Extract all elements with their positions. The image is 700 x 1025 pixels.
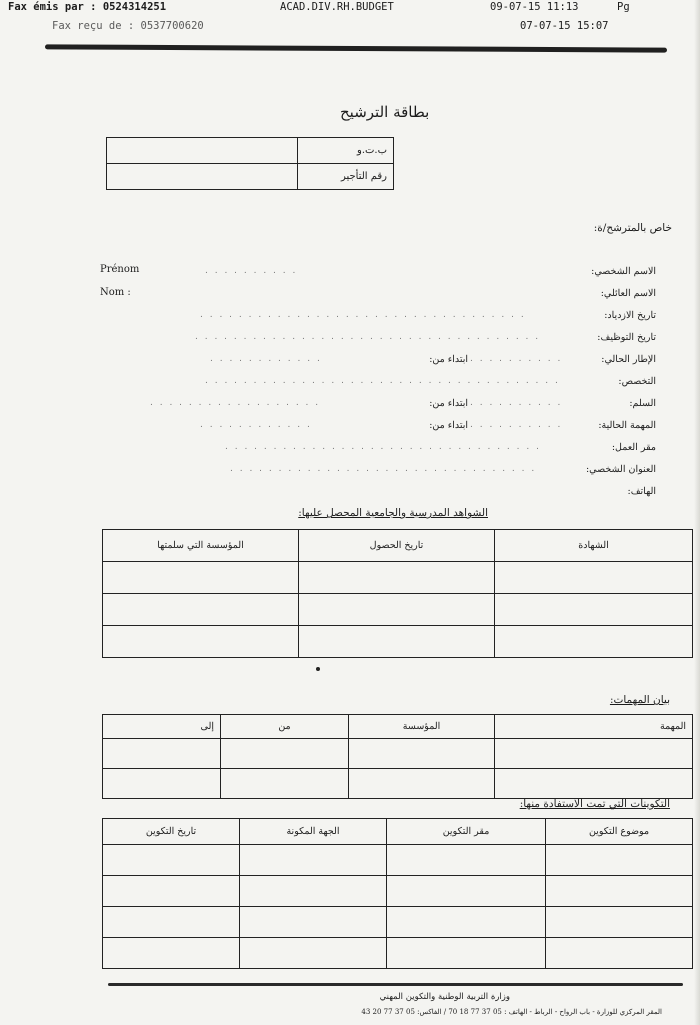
- footer-address: المقر المركزي للوزارة - باب الرواح - الرباط - الهاتف : 05 37 77 18 70 / الفاكس: 05 37 77 20 43: [361, 1008, 662, 1016]
- fax-receiver: Fax reçu de : 0537700620: [52, 20, 204, 32]
- fill-dots: . . . . . . . . . .: [470, 398, 563, 408]
- fax-page: Pg: [617, 1, 630, 13]
- fax-sender: Fax émis par : 0524314251: [8, 1, 167, 13]
- field-label-current-grade: الإطار الحالي:: [601, 354, 656, 365]
- trainings-section-title: التكوينات التي تمت الاستفادة منها:: [519, 798, 670, 810]
- page-title: بطاقة الترشيح: [340, 103, 430, 121]
- jobs-header-role: المهمة: [495, 715, 693, 739]
- table-row: [103, 907, 693, 938]
- prenom-label: Prénom: [100, 264, 140, 275]
- fill-dots: . . . . . . . . . . . . . . . . . . . . . . . . . . . . . . . .: [230, 464, 537, 474]
- since-label-scale: ابتداء من:: [429, 398, 468, 409]
- fill-dots: . . . . . . . . . .: [470, 420, 563, 430]
- id-box: [106, 137, 394, 190]
- diplomas-section-title: الشواهد المدرسية والجامعية المحصل عليها:: [298, 507, 488, 519]
- fill-dots: . . . . . . . . . .: [470, 354, 563, 364]
- fill-dots: . . . . . . . . . .: [205, 266, 298, 276]
- field-label-address: العنوان الشخصي:: [585, 464, 656, 475]
- fill-dots: . . . . . . . . . . . .: [210, 354, 322, 364]
- fill-dots: . . . . . . . . . . . . . . . . . . . . . . . . . . . . . . . . . .: [200, 310, 526, 320]
- nom-label: Nom :: [100, 287, 131, 298]
- since-label-grade: ابتداء من:: [429, 354, 468, 365]
- diplomas-header-date: تاريخ الحصول: [299, 530, 495, 562]
- diplomas-header-diploma: الشهادة: [495, 530, 693, 562]
- trainings-header-provider: الجهة المكونة: [240, 819, 387, 845]
- trainings-header-location: مقر التكوين: [387, 819, 546, 845]
- id-box-label-1: ب.ت.و: [298, 138, 394, 164]
- id-box-value-1: [107, 138, 298, 164]
- fill-dots: . . . . . . . . . . . . . . . . . . . . . . . . . . . . . . . . . . . . .: [205, 376, 560, 386]
- table-row: [103, 769, 693, 799]
- field-label-phone: الهاتف:: [627, 486, 656, 497]
- jobs-header-from: من: [221, 715, 349, 739]
- fill-dots: . . . . . . . . . . . . . . . . . . . . . . . . . . . . . . . . . . . .: [195, 332, 541, 342]
- table-row: [103, 739, 693, 769]
- footer-rule: [108, 983, 683, 986]
- fax-date-received: 07-07-15 15:07: [520, 20, 609, 32]
- jobs-table: [102, 714, 693, 799]
- footer-ministry: وزارة التربية الوطنية والتكوين المهني: [379, 992, 510, 1002]
- trainings-table: [102, 818, 693, 969]
- id-box-label-2: رقم التأجير: [298, 164, 394, 190]
- jobs-section-title: بيان المهمات:: [609, 694, 670, 706]
- jobs-header-to: إلى: [103, 715, 221, 739]
- field-label-last-name: الاسم العائلي:: [600, 288, 656, 299]
- table-row: [103, 562, 693, 594]
- fax-department: ACAD.DIV.RH.BUDGET: [280, 1, 394, 13]
- field-label-first-name: الاسم الشخصي:: [591, 266, 656, 277]
- fill-dots: . . . . . . . . . . . . . . . . . . . . . . . . . . . . . . . . .: [225, 442, 541, 452]
- field-label-specialty: التخصص:: [618, 376, 656, 387]
- fill-dots: . . . . . . . . . . . .: [200, 420, 312, 430]
- table-row: [103, 845, 693, 876]
- fill-dots: . . . . . . . . . . . . . . . . . .: [150, 398, 321, 408]
- header-rule: [45, 44, 667, 52]
- page-shadow-edge: [694, 0, 700, 1025]
- field-label-workplace: مقر العمل:: [611, 442, 656, 453]
- trainings-header-subject: موضوع التكوين: [546, 819, 693, 845]
- fax-date-sent: 09-07-15 11:13: [490, 1, 579, 13]
- candidate-header: خاص بالمترشح/ة:: [593, 222, 672, 234]
- field-label-hire-date: تاريخ التوظيف:: [597, 332, 656, 343]
- scan-speck: [316, 667, 320, 671]
- table-row: [103, 626, 693, 658]
- table-row: [103, 876, 693, 907]
- field-label-birth-date: تاريخ الازدياد:: [604, 310, 656, 321]
- id-box-value-2: [107, 164, 298, 190]
- since-label-role: ابتداء من:: [429, 420, 468, 431]
- trainings-header-date: تاريخ التكوين: [103, 819, 240, 845]
- table-row: [103, 594, 693, 626]
- diplomas-table: [102, 529, 693, 658]
- table-row: [103, 938, 693, 969]
- diplomas-header-institution: المؤسسة التي سلمتها: [103, 530, 299, 562]
- field-label-scale: السلم:: [629, 398, 656, 409]
- jobs-header-institution: المؤسسة: [349, 715, 495, 739]
- field-label-current-role: المهمة الحالية:: [598, 420, 656, 431]
